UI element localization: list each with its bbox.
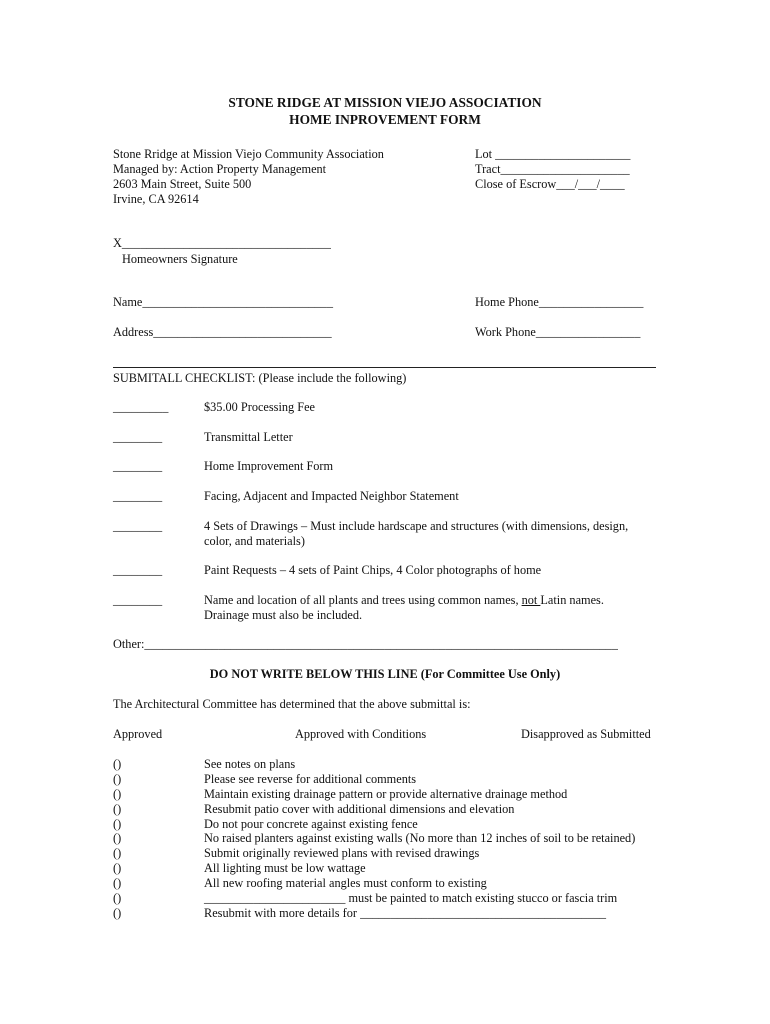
city-state-zip: Irvine, CA 92614	[113, 192, 199, 206]
note-checkbox[interactable]: ()	[113, 802, 122, 816]
checklist-blank[interactable]: ________	[113, 459, 163, 473]
note-text[interactable]: _______________________ must be painted to match existing stucco or fascia trim	[204, 891, 618, 905]
note-text: Please see reverse for additional comments	[204, 772, 417, 786]
checklist-blank[interactable]: ________	[113, 563, 163, 577]
checklist-blank[interactable]: ________	[113, 430, 163, 444]
tract-field[interactable]: Tract_____________________	[475, 162, 630, 176]
note-checkbox[interactable]: ()	[113, 906, 122, 920]
status-approved: Approved	[113, 727, 163, 741]
checklist-blank[interactable]: ________	[113, 593, 163, 607]
association-name: Stone Rridge at Mission Viejo Community Association	[113, 147, 384, 161]
note-text: All new roofing material angles must conform to existing	[204, 876, 487, 890]
signature-line[interactable]: X__________________________________	[113, 236, 331, 250]
note-text: Maintain existing drainage pattern or provide alternative drainage method	[204, 787, 568, 801]
committee-determined-text: The Architectural Committee has determined that the above submittal is:	[113, 697, 471, 711]
note-checkbox[interactable]: ()	[113, 891, 122, 905]
checklist-blank[interactable]: _________	[113, 400, 169, 414]
close-of-escrow-field[interactable]: Close of Escrow___/___/____	[475, 177, 625, 191]
checklist-heading: SUBMITALL CHECKLIST: (Please include the following)	[113, 371, 407, 385]
plants-text-not: not	[521, 593, 541, 607]
plants-text-b: Latin names.	[540, 593, 604, 607]
checklist-item-plants-cont: Drainage must also be included.	[204, 608, 363, 622]
work-phone-field[interactable]: Work Phone_________________	[475, 325, 641, 339]
plants-text-a: Name and location of all plants and trees using common names,	[204, 593, 522, 607]
other-field[interactable]: Other:_____________________________________________________________________________	[113, 637, 618, 651]
checklist-item-transmittal-letter: Transmittal Letter	[204, 430, 293, 444]
note-text: Do not pour concrete against existing fence	[204, 817, 418, 831]
checklist-item-processing-fee: $35.00 Processing Fee	[204, 400, 316, 414]
note-text: Resubmit patio cover with additional dimensions and elevation	[204, 802, 515, 816]
note-checkbox[interactable]: ()	[113, 757, 122, 771]
lot-field[interactable]: Lot ______________________	[475, 147, 631, 161]
note-text: Submit originally reviewed plans with revised drawings	[204, 846, 480, 860]
note-text[interactable]: Resubmit with more details for ________________________________________	[204, 906, 607, 920]
note-checkbox[interactable]: ()	[113, 876, 122, 890]
section-divider	[113, 367, 656, 368]
note-checkbox[interactable]: ()	[113, 846, 122, 860]
checklist-item-drawings: 4 Sets of Drawings – Must include hardscape and structures (with dimensions, design,	[204, 519, 629, 533]
home-phone-field[interactable]: Home Phone_________________	[475, 295, 644, 309]
note-checkbox[interactable]: ()	[113, 787, 122, 801]
note-text: See notes on plans	[204, 757, 296, 771]
street-address: 2603 Main Street, Suite 500	[113, 177, 252, 191]
note-checkbox[interactable]: ()	[113, 772, 122, 786]
checklist-item-neighbor-statement: Facing, Adjacent and Impacted Neighbor Statement	[204, 489, 459, 503]
committee-heading: DO NOT WRITE BELOW THIS LINE (For Committee Use Only)	[209, 667, 561, 681]
note-text: No raised planters against existing walls (No more than 12 inches of soil to be retained)	[204, 831, 636, 845]
checklist-item-paint-requests: Paint Requests – 4 sets of Paint Chips, 4 Color photographs of home	[204, 563, 542, 577]
address-field[interactable]: Address_____________________________	[113, 325, 332, 339]
name-field[interactable]: Name_______________________________	[113, 295, 333, 309]
note-text: All lighting must be low wattage	[204, 861, 366, 875]
signature-label: Homeowners Signature	[122, 252, 238, 266]
checklist-item-drawings-cont: color, and materials)	[204, 534, 305, 548]
checklist-item-plants	[204, 593, 604, 608]
status-disapproved: Disapproved as Submitted	[521, 727, 651, 741]
status-approved-with-conditions: Approved with Conditions	[295, 727, 427, 741]
checklist-blank[interactable]: ________	[113, 489, 163, 503]
checklist-blank[interactable]: ________	[113, 519, 163, 533]
form-title-line1: STONE RIDGE AT MISSION VIEJO ASSOCIATION	[228, 95, 542, 110]
form-title-line2: HOME INPROVEMENT FORM	[289, 112, 481, 127]
checklist-item-home-improvement-form: Home Improvement Form	[204, 459, 334, 473]
note-checkbox[interactable]: ()	[113, 861, 122, 875]
management-company: Managed by: Action Property Management	[113, 162, 327, 176]
note-checkbox[interactable]: ()	[113, 831, 122, 845]
note-checkbox[interactable]: ()	[113, 817, 122, 831]
